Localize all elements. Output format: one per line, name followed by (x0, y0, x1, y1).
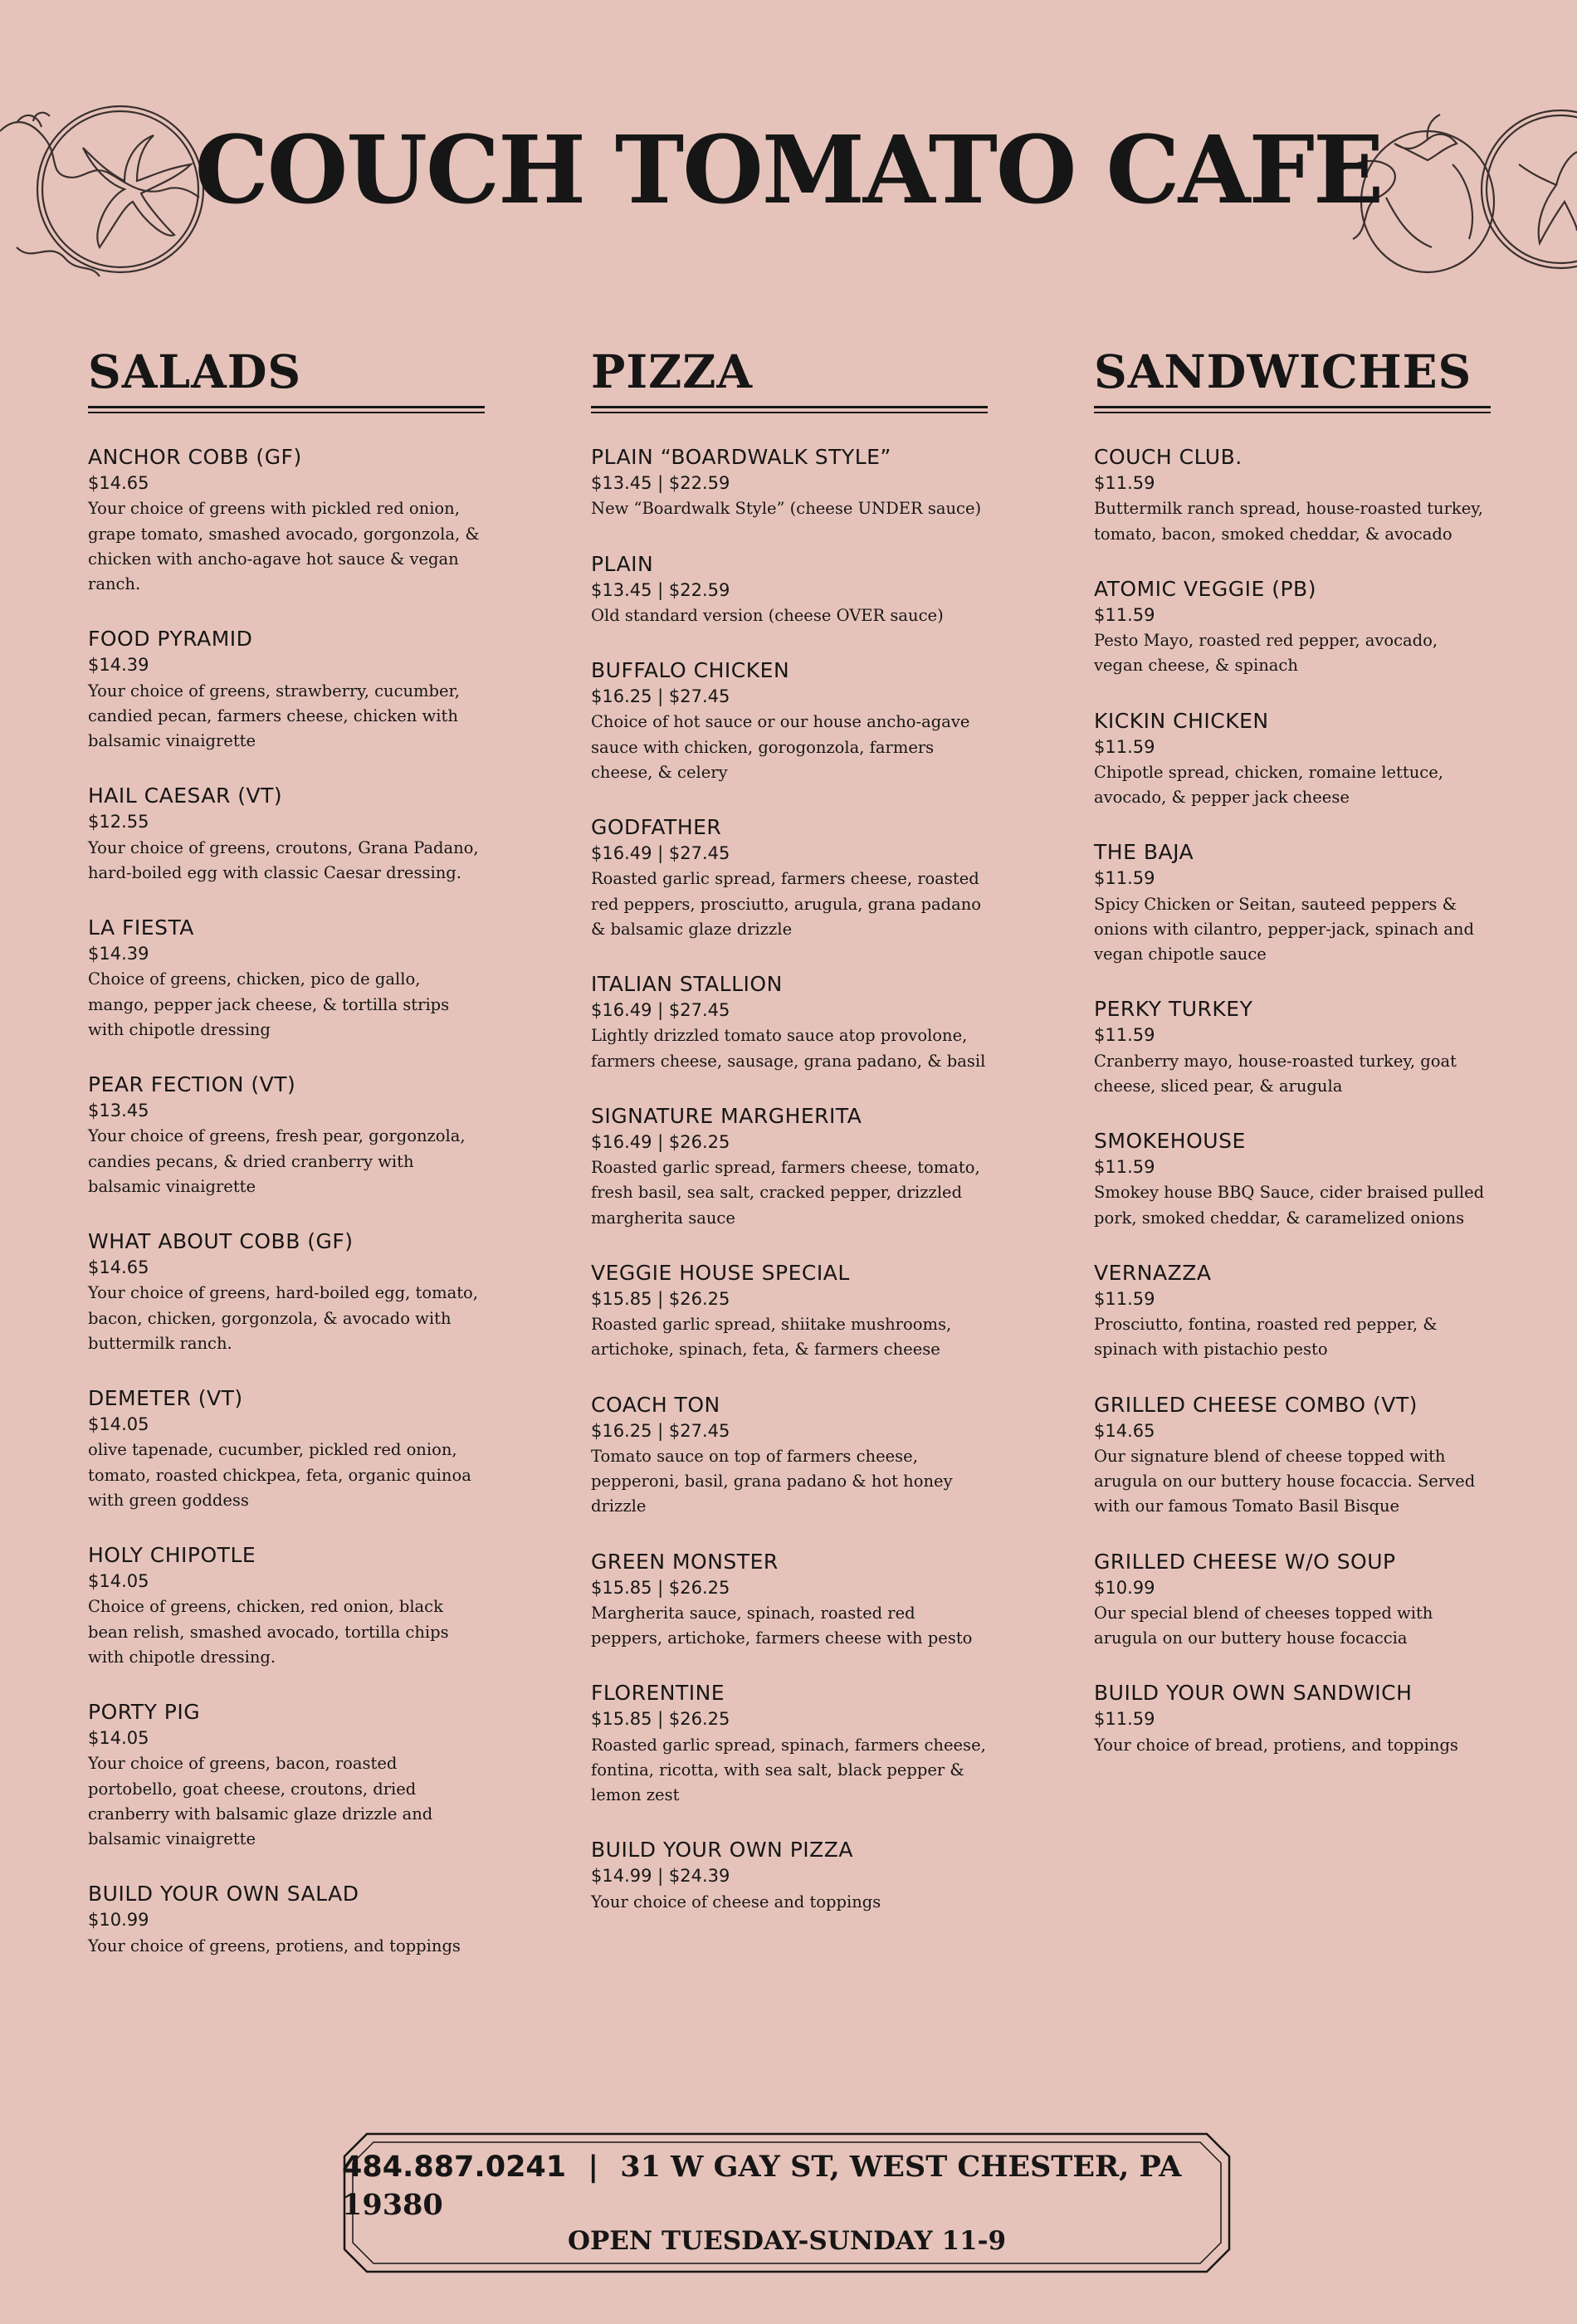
menu-item (88, 1386, 485, 1513)
item-price: $14.39 (88, 944, 149, 964)
item-name: BUFFALO CHICKEN (591, 658, 790, 683)
item-description: Your choice of greens with pickled red onion, grape tomato, smashed avocado, gorgonzola, & chicken with ancho-agave hot sauce & vegan ranch. (88, 499, 480, 593)
item-name: PLAIN “BOARDWALK STYLE” (591, 445, 891, 469)
item-description: Pesto Mayo, roasted red pepper, avocado, vegan cheese, & spinach (1094, 631, 1438, 676)
item-price: $14.65 (88, 1257, 149, 1277)
item-name: HAIL CAESAR (VT) (88, 784, 283, 808)
menu-item (591, 1681, 988, 1808)
item-price: $15.85 | $26.25 (591, 1577, 730, 1598)
menu-item (88, 784, 485, 886)
item-name: BUILD YOUR OWN SANDWICH (1094, 1681, 1413, 1706)
item-description: Your choice of greens, protiens, and toppings (88, 1936, 461, 1955)
menu-item (591, 552, 988, 629)
item-price: $11.59 (1094, 1288, 1155, 1309)
item-price: $14.05 (88, 1414, 149, 1434)
item-name: BUILD YOUR OWN PIZZA (591, 1838, 853, 1863)
item-description: Roasted garlic spread, farmers cheese, tomato, fresh basil, sea salt, cracked pepper, drizzled margherita sauce (591, 1158, 980, 1228)
item-name: GRILLED CHEESE W/O SOUP (1094, 1549, 1396, 1574)
item-name: BUILD YOUR OWN SALAD (88, 1882, 359, 1907)
item-name: SMOKEHOUSE (1094, 1129, 1246, 1154)
item-price: $11.59 (1094, 1025, 1155, 1046)
item-description: Your choice of greens, bacon, roasted portobello, goat cheese, croutons, dried cranberry with balsamic glaze drizzle and balsamic vinaigrette (88, 1754, 433, 1848)
contact-line (342, 2148, 1232, 2224)
opening-hours: OPEN TUESDAY-SUNDAY 11-9 (567, 2225, 1007, 2256)
item-price: $16.25 | $27.45 (591, 686, 730, 707)
item-price: $14.05 (88, 1728, 149, 1748)
menu-item (88, 1229, 485, 1356)
item-price: $14.39 (88, 655, 149, 676)
menu-item (1094, 577, 1491, 679)
menu-item (1094, 445, 1491, 547)
item-price: $13.45 | $22.59 (591, 579, 730, 600)
menu-item (1094, 1681, 1491, 1758)
item-price: $10.99 (88, 1910, 149, 1931)
phone-number[interactable]: 484.887.0241 (342, 2150, 567, 2184)
item-name: COACH TON (591, 1392, 720, 1417)
item-name: VERNAZZA (1094, 1260, 1212, 1285)
sandwiches-column (1094, 344, 1491, 1788)
item-name: FLORENTINE (591, 1681, 725, 1706)
item-name: GODFATHER (591, 815, 722, 840)
menu-item (88, 627, 485, 754)
item-description: Roasted garlic spread, farmers cheese, roasted red peppers, prosciutto, arugula, grana padano & balsamic glaze drizzle (591, 869, 982, 939)
item-name: FOOD PYRAMID (88, 627, 253, 652)
menu-item (591, 1104, 988, 1231)
item-name: LA FIESTA (88, 915, 194, 940)
item-price: $14.65 (88, 473, 149, 493)
item-description: Your choice of bread, protiens, and toppings (1094, 1735, 1458, 1755)
item-name: VEGGIE HOUSE SPECIAL (591, 1260, 850, 1285)
item-name: HOLY CHIPOTLE (88, 1543, 256, 1567)
item-description: olive tapenade, cucumber, pickled red onion, tomato, roasted chickpea, feta, organic quinoa with green goddess (88, 1440, 471, 1510)
item-price: $14.05 (88, 1571, 149, 1591)
item-name: DEMETER (VT) (88, 1386, 243, 1410)
item-price: $11.59 (1094, 868, 1155, 889)
item-price: $11.59 (1094, 1709, 1155, 1730)
item-description: Roasted garlic spread, shiitake mushrooms, artichoke, spinach, feta, & farmers cheese (591, 1315, 952, 1360)
menu-item (1094, 709, 1491, 811)
item-description: Your choice of cheese and toppings (591, 1892, 881, 1911)
menu-item (591, 815, 988, 942)
item-name: GRILLED CHEESE COMBO (VT) (1094, 1392, 1418, 1417)
menu-item (591, 1838, 988, 1915)
menu-item (1094, 1129, 1491, 1231)
contact-box (342, 2131, 1232, 2274)
item-description: Buttermilk ranch spread, house-roasted turkey, tomato, bacon, smoked cheddar, & avocado (1094, 499, 1483, 544)
address[interactable]: 31 W GAY ST, WEST CHESTER, PA 19380 (342, 2149, 1182, 2223)
item-description: Your choice of greens, croutons, Grana Padano, hard-boiled egg with classic Caesar dressing. (88, 837, 479, 882)
item-description: Margherita sauce, spinach, roasted red peppers, artichoke, farmers cheese with pesto (591, 1604, 973, 1648)
item-name: ATOMIC VEGGIE (PB) (1094, 576, 1316, 601)
menu-item (591, 658, 988, 785)
item-description: Our signature blend of cheese topped with arugula on our buttery house focaccia. Served with our famous Tomato Basil Bisque (1094, 1447, 1476, 1516)
separator: | (588, 2149, 599, 2184)
item-name: PERKY TURKEY (1094, 997, 1253, 1022)
item-name: SIGNATURE MARGHERITA (591, 1103, 862, 1128)
item-price: $16.49 | $27.45 (591, 843, 730, 864)
item-price: $16.49 | $27.45 (591, 1000, 730, 1021)
menu-item (591, 445, 988, 522)
page-title: COUCH TOMATO CAFE (194, 116, 1383, 225)
item-price: $13.45 (88, 1101, 149, 1120)
item-description: Your choice of greens, fresh pear, gorgonzola, candies pecans, & dried cranberry with balsamic vinaigrette (88, 1126, 466, 1196)
menu-item (88, 1072, 485, 1199)
item-price: $14.65 (1094, 1420, 1155, 1441)
section-heading-salads: SALADS (88, 349, 485, 408)
menu-item (1094, 840, 1491, 967)
item-description: Chipotle spread, chicken, romaine lettuce, avocado, & pepper jack cheese (1094, 762, 1443, 808)
menu-item (1094, 997, 1491, 1099)
item-price: $11.59 (1094, 604, 1155, 625)
menu-item (591, 1393, 988, 1520)
item-price: $14.99 | $24.39 (591, 1866, 730, 1887)
item-description: Tomato sauce on top of farmers cheese, pepperoni, basil, grana padano & hot honey drizzle (591, 1447, 953, 1516)
item-description: Choice of greens, chicken, red onion, black bean relish, smashed avocado, tortilla chips with chipotle dressing. (88, 1597, 449, 1667)
item-price: $11.59 (1094, 473, 1155, 493)
section-heading-sandwiches: SANDWICHES (1094, 349, 1491, 408)
menu-item (591, 1550, 988, 1652)
menu-item (1094, 1550, 1491, 1652)
item-name: KICKIN CHICKEN (1094, 708, 1269, 733)
item-price: $11.59 (1094, 1157, 1155, 1178)
item-name: ANCHOR COBB (GF) (88, 445, 302, 469)
item-price: $12.55 (88, 812, 149, 832)
item-price: $15.85 | $26.25 (591, 1288, 730, 1309)
menu-item (88, 1882, 485, 1959)
item-price: $10.99 (1094, 1577, 1155, 1598)
item-name: WHAT ABOUT COBB (GF) (88, 1229, 354, 1253)
item-name: GREEN MONSTER (591, 1549, 779, 1574)
item-price: $16.25 | $27.45 (591, 1420, 730, 1441)
menu-item (88, 1700, 485, 1852)
pizza-column (591, 344, 988, 1945)
item-description: Lightly drizzled tomato sauce atop provolone, farmers cheese, sausage, grana padano, & basil (591, 1026, 986, 1071)
item-description: Your choice of greens, hard-boiled egg, tomato, bacon, chicken, gorgonzola, & avocado with buttermilk ranch. (88, 1283, 478, 1353)
item-description: Choice of greens, chicken, pico de gallo, mango, pepper jack cheese, & tortilla strips with chipotle dressing (88, 969, 450, 1039)
item-description: Prosciutto, fontina, roasted red pepper, & spinach with pistachio pesto (1094, 1315, 1438, 1360)
item-price: $15.85 | $26.25 (591, 1709, 730, 1730)
item-name: PORTY PIG (88, 1700, 201, 1724)
item-description: Spicy Chicken or Seitan, sauteed peppers & onions with cilantro, pepper-jack, spinach and vegan chipotle sauce (1094, 894, 1474, 964)
menu-item (591, 1261, 988, 1363)
item-price: $11.59 (1094, 736, 1155, 757)
item-description: Choice of hot sauce or our house ancho-agave sauce with chicken, gorogonzola, farmers cheese, & celery (591, 712, 970, 782)
menu-item (1094, 1261, 1491, 1363)
item-price: $13.45 | $22.59 (591, 473, 730, 493)
menu-item (88, 915, 485, 1042)
item-name: ITALIAN STALLION (591, 972, 783, 997)
item-description: Old standard version (cheese OVER sauce) (591, 605, 944, 625)
item-name: THE BAJA (1094, 840, 1194, 865)
item-name: PEAR FECTION (VT) (88, 1072, 296, 1096)
item-description: New “Boardwalk Style” (cheese UNDER sauce) (591, 499, 982, 519)
salads-column (88, 344, 485, 1989)
item-description: Your choice of greens, strawberry, cucumber, candied pecan, farmers cheese, chicken with balsamic vinaigrette (88, 681, 460, 750)
menu-item (1094, 1393, 1491, 1520)
menu-item (591, 972, 988, 1074)
item-price: $16.49 | $26.25 (591, 1131, 730, 1152)
menu-item (88, 445, 485, 597)
menu-item (88, 1543, 485, 1670)
item-description: Cranberry mayo, house-roasted turkey, goat cheese, sliced pear, & arugula (1094, 1051, 1457, 1096)
item-name: COUCH CLUB. (1094, 445, 1243, 469)
item-description: Our special blend of cheeses topped with arugula on our buttery house focaccia (1094, 1604, 1433, 1648)
section-heading-pizza: PIZZA (591, 349, 988, 408)
item-description: Roasted garlic spread, spinach, farmers cheese, fontina, ricotta, with sea salt, black pepper & lemon zest (591, 1735, 986, 1805)
item-name: PLAIN (591, 551, 654, 576)
item-description: Smokey house BBQ Sauce, cider braised pulled pork, smoked cheddar, & caramelized onions (1094, 1183, 1485, 1228)
